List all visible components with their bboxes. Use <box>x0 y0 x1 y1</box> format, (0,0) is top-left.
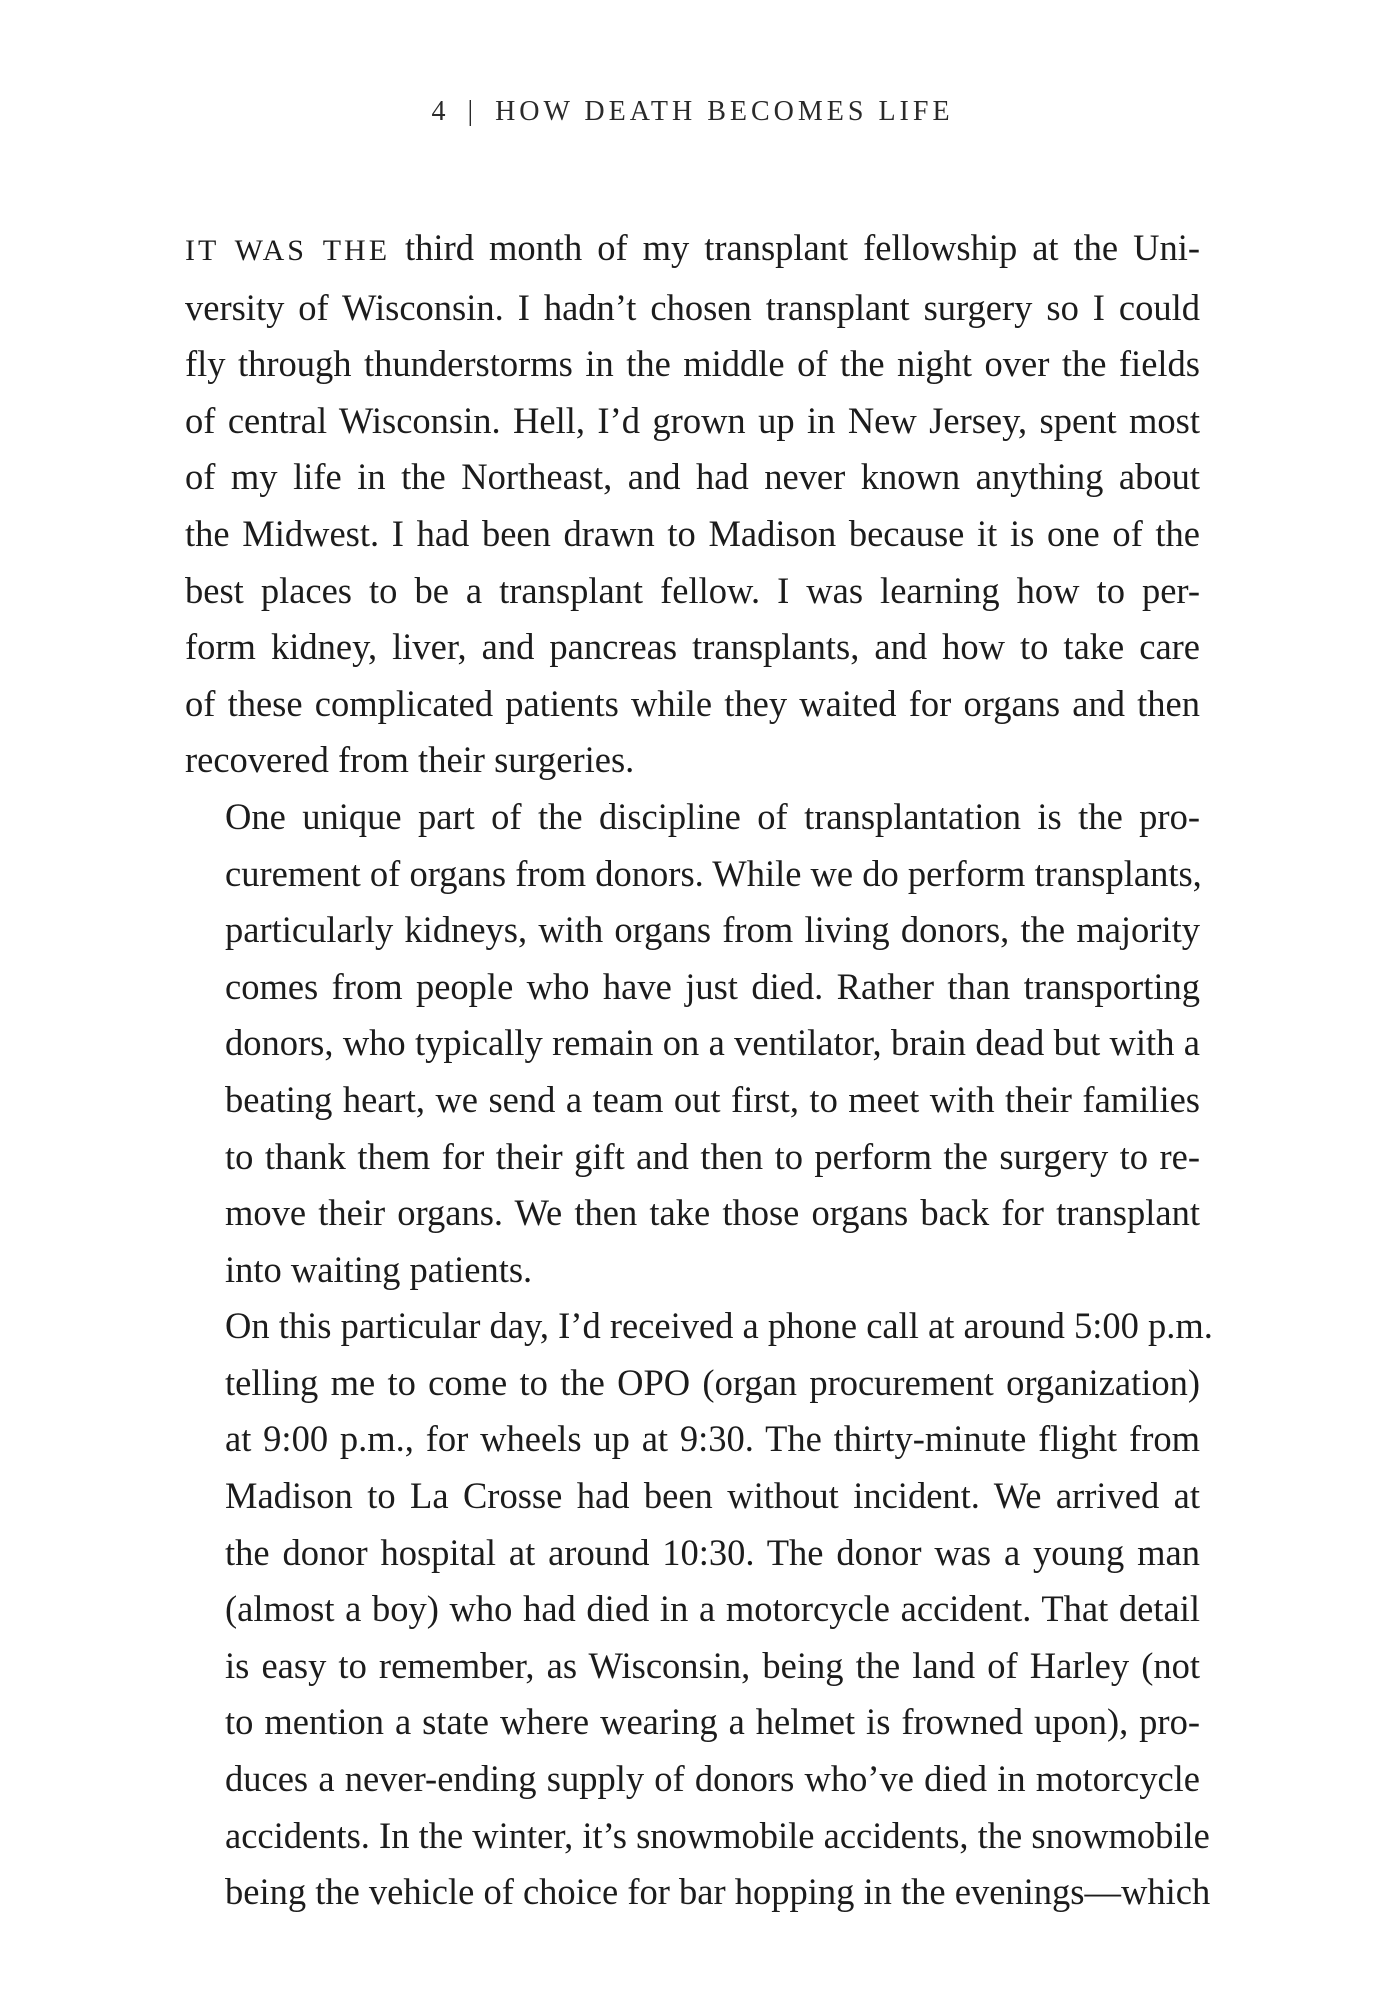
paragraph-2 <box>185 789 1200 1298</box>
text-line: accidents. In the winter, it’s snowmobile accidents, the snowmobile <box>225 1814 1210 1856</box>
page-number: 4 <box>431 96 450 127</box>
text-line: at 9:00 p.m., for wheels up at 9:30. The thirty-minute flight from <box>225 1418 1200 1460</box>
text-line: donors, who typically remain on a ventilator, brain dead but with a <box>225 1022 1200 1064</box>
text-line: duces a never-ending supply of donors who’ve died in motorcycle <box>225 1758 1200 1800</box>
text-line: fly through thunderstorms in the middle of the night over the fields <box>185 343 1200 385</box>
text-line: of my life in the Northeast, and had never known anything about <box>185 456 1200 498</box>
text-line: versity of Wisconsin. I hadn’t chosen transplant surgery so I could <box>185 286 1200 328</box>
body-text <box>185 220 1213 1921</box>
text-line: the donor hospital at around 10:30. The donor was a young man <box>225 1531 1200 1573</box>
running-head <box>0 92 1385 132</box>
running-head-separator: | <box>467 96 478 127</box>
text-line: into waiting patients. <box>225 1248 533 1290</box>
text-line: comes from people who have just died. Rather than transporting <box>225 965 1200 1007</box>
opening-smallcaps: IT WAS THE <box>185 234 391 267</box>
text-line: to thank them for their gift and then to perform the surgery to re- <box>225 1135 1200 1177</box>
text-line: telling me to come to the OPO (organ procurement organization) <box>225 1361 1200 1403</box>
text-line: curement of organs from donors. While we do perform transplants, <box>225 852 1202 894</box>
text-line: of central Wisconsin. Hell, I’d grown up in New Jersey, spent most <box>185 399 1200 441</box>
text-line: IT WAS THE third month of my transplant fellowship at the Uni- <box>185 227 1200 268</box>
text-line: move their organs. We then take those organs back for transplant <box>225 1192 1200 1234</box>
text-line: One unique part of the discipline of transplantation is the pro- <box>225 795 1200 837</box>
paragraph-3 <box>185 1298 1213 1921</box>
text-line: form kidney, liver, and pancreas transplants, and how to take care <box>185 626 1200 668</box>
text-line: is easy to remember, as Wisconsin, being the land of Harley (not <box>225 1644 1200 1686</box>
text-line: of these complicated patients while they waited for organs and then <box>185 682 1200 724</box>
text-line: Madison to La Crosse had been without incident. We arrived at <box>225 1475 1200 1517</box>
text-line: best places to be a transplant fellow. I was learning how to per- <box>185 569 1200 611</box>
paragraph-1 <box>185 220 1200 789</box>
text-line: beating heart, we send a team out first, to meet with their families <box>225 1078 1200 1120</box>
text-line: to mention a state where wearing a helmet is frowned upon), pro- <box>225 1701 1200 1743</box>
running-head-title: HOW DEATH BECOMES LIFE <box>495 96 954 127</box>
text-line: being the vehicle of choice for bar hopping in the evenings—which <box>225 1871 1211 1913</box>
text-line: On this particular day, I’d received a phone call at around 5:00 p.m. <box>225 1305 1213 1347</box>
text-line: (almost a boy) who had died in a motorcycle accident. That detail <box>225 1588 1200 1630</box>
text-line: recovered from their surgeries. <box>185 739 635 781</box>
text-line: the Midwest. I had been drawn to Madison because it is one of the <box>185 512 1200 554</box>
text-line: particularly kidneys, with organs from living donors, the majority <box>225 909 1200 951</box>
